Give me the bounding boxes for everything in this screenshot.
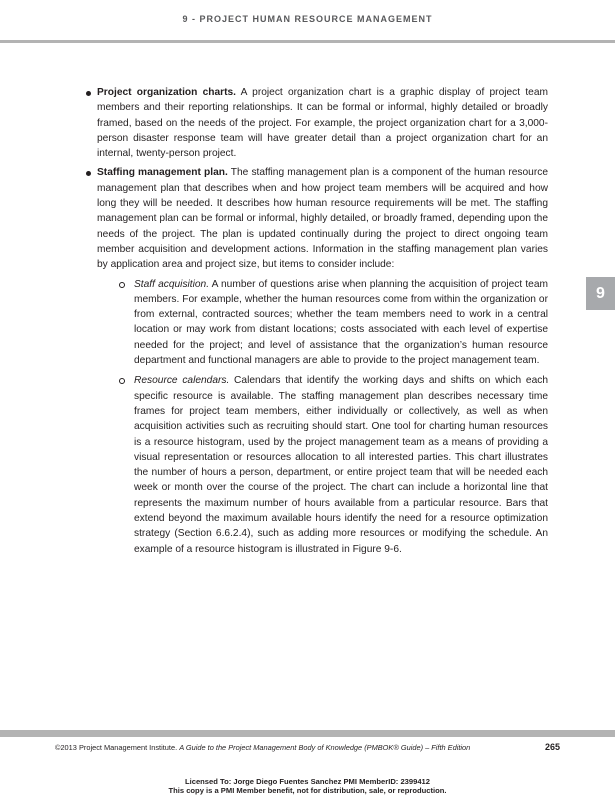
bullet-project-organization-charts [84, 85, 548, 161]
page-content [84, 85, 548, 562]
bullet-text: The staffing management plan is a component of the human resource management plan that describes when and how project team members will be acquired and how long they will be needed. It describes how human resource requirements will be met. The staffing management plan can be formal or informal, highly detailed, or broadly framed, depending upon the needs of the project. The plan is updated continually during the project to direct ongoing team member acquisition and development actions. Information in the staffing management plan varies by application area and project size, but items to consider include: [97, 167, 548, 271]
chapter-tab: 9 [586, 277, 615, 310]
hollow-circle-bullet-icon [119, 282, 125, 288]
bullet-term: Staffing management plan. [97, 167, 228, 179]
license-line-1: Licensed To: Jorge Diego Fuentes Sanchez PMI MemberID: 2399412 [184, 777, 431, 786]
sub-item-text: A number of questions arise when planning the acquisition of project team members. For example, whether the human resources come from within the organization or from external, contracted sources; whether the team members need to work in a central location or may work from distant locations; costs associated with each level of expertise needed for the project; and level of assistance that the organization’s human resource department and functional managers are able to provide to the project management team. [134, 278, 549, 367]
header-rule [0, 40, 615, 43]
license-notice [0, 778, 615, 795]
guide-title: A Guide to the Project Management Body of Knowledge (PMBOK® Guide) – Fifth Edition [179, 743, 471, 752]
hollow-circle-bullet-icon [119, 378, 125, 384]
bullet-text: A project organization chart is a graphic display of project team members and their reporting relationships. It can be formal or informal, highly detailed or broadly framed, based on the needs of the project. For example, the project organization chart for a 3,000-person disaster response team will have greater detail than a project organization chart for an internal, twenty-person project. [97, 87, 548, 160]
sub-item-term: Resource calendars. [134, 375, 230, 387]
bullet-dot-icon [86, 91, 91, 96]
sub-item-resource-calendars [84, 373, 548, 557]
page-number: 265 [544, 742, 560, 752]
sub-item-term: Staff acquisition. [134, 278, 210, 290]
footer-rule [0, 730, 615, 737]
bullet-term: Project organization charts. [97, 87, 236, 98]
bullet-staffing-management-plan [84, 165, 548, 272]
sub-list [84, 277, 548, 557]
copyright-text: ©2013 Project Management Institute. [55, 743, 180, 752]
license-line-2: This copy is a PMI Member benefit, not for distribution, sale, or reproduction. [168, 785, 447, 795]
running-header: 9 - PROJECT HUMAN RESOURCE MANAGEMENT [182, 14, 433, 24]
sub-item-staff-acquisition [84, 277, 548, 369]
bullet-dot-icon [86, 171, 91, 176]
footer-copyright [55, 743, 470, 752]
sub-item-text: Calendars that identify the working days and shifts on which each specific resource is available. The staffing management plan describes necessary time frames for project team members, either individually or collectively, as well as when acquisition activities such as recruiting should start. One tool for charting human resources is a resource histogram, used by the project management team as a means of providing a visual representation or resources allocation to all interested parties. This chart illustrates the number of hours a person, department, or entire project team that will be needed each week or month over the course of the project. The chart can include a horizontal line that represents the maximum number of hours available from a particular resource. Bars that extend beyond the maximum available hours identify the need for a resource optimization strategy (Section 6.6.2.4), such as adding more resources or modifying the schedule. An example of a resource histogram is illustrated in Figure 9-6. [134, 375, 548, 555]
